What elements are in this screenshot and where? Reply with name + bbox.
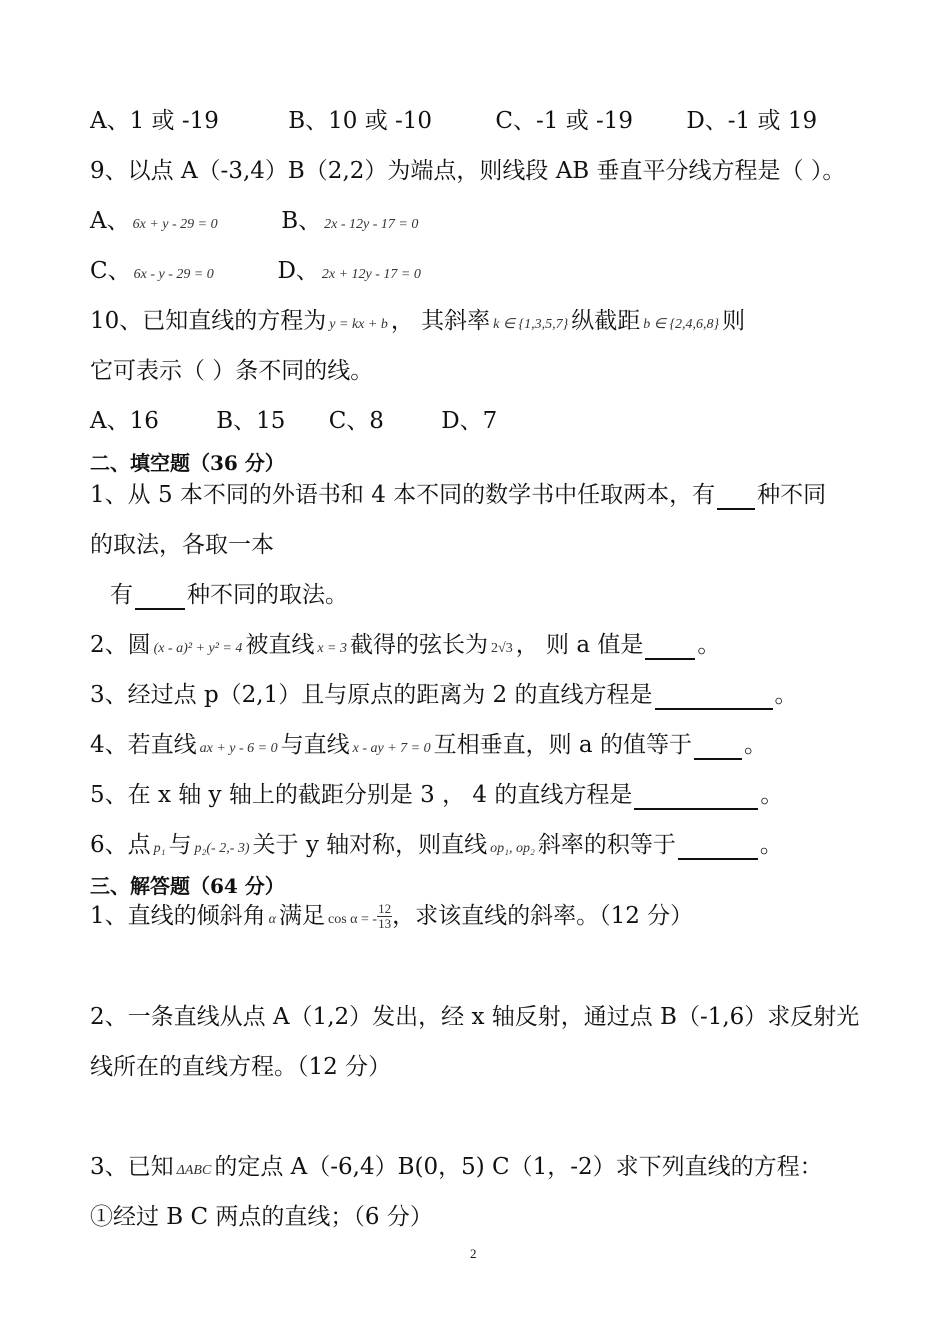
fill6-lines: op₁, op₂ [490, 841, 535, 856]
q9-options-cd [90, 258, 424, 286]
fill1-text-4: 种不同的取法。 [187, 582, 348, 608]
q10-line-equation: y = kx + b [329, 317, 388, 332]
fill6-text-4: 斜率的积等于 [537, 832, 676, 858]
fill4-text-1: 4、若直线 [90, 732, 197, 758]
fill2-text-2: 被直线 [245, 632, 315, 658]
fill2-line [90, 632, 720, 660]
q10-line-2: 它可表示（ ）条不同的线。 [90, 358, 374, 384]
ans3-text-1: 3、已知 [90, 1154, 174, 1180]
fill1-text-3: 有 [110, 582, 133, 608]
fill1-blank-1[interactable] [717, 486, 755, 510]
fill2-circle-equation: (x - a)² + y² = 4 [153, 641, 243, 656]
q8-option-c: C、-1 或 -19 [495, 108, 634, 134]
q9-option-d-label: D、 [277, 258, 319, 284]
fill1-line-3 [110, 582, 348, 610]
q8-option-a: A、1 或 -19 [90, 108, 219, 134]
ans1-text-1: 1、直线的倾斜角 [90, 902, 266, 929]
q10-text-2: ， 其斜率 [390, 308, 491, 334]
q9-option-a-equation: 6x + y - 29 = 0 [132, 217, 218, 232]
fill4-equation-2: x - ay + 7 = 0 [352, 741, 431, 756]
fill4-text-4: 。 [743, 732, 767, 758]
fill6-line [90, 832, 783, 860]
q10-option-a: A、16 [90, 408, 159, 434]
q8-options-row [90, 108, 817, 136]
fill4-text-2: 与直线 [280, 732, 350, 758]
ans2-line-2: 线所在的直线方程。（12 分） [90, 1054, 392, 1080]
q10-text-4: 则 [722, 308, 746, 334]
fill3-line [90, 682, 798, 710]
fill1-text-1: 1、从 5 本不同的外语书和 4 本不同的数学书中任取两本，有 [90, 482, 716, 508]
q9-option-d-equation: 2x + 12y - 17 = 0 [321, 267, 421, 282]
q10-text-1: 10、已知直线的方程为 [90, 308, 327, 334]
fill2-text-5: 。 [697, 632, 721, 658]
fill5-blank[interactable] [634, 786, 758, 810]
q9-option-b-label: B、 [281, 208, 322, 234]
q10-text-3: 纵截距 [571, 308, 641, 334]
q10-options-row [90, 408, 497, 436]
fill5-text-2: 。 [760, 782, 784, 808]
ans1-denominator: 13 [378, 916, 392, 932]
fill6-text-2: 与 [168, 832, 192, 858]
q10-option-c: C、8 [328, 408, 384, 434]
fill3-blank[interactable] [655, 686, 773, 710]
section-3-title: 三、解答题（64 分） [90, 874, 285, 898]
fill2-blank[interactable] [645, 636, 695, 660]
fill6-text-3: 关于 y 轴对称，则直线 [252, 832, 488, 858]
q9-options-ab [90, 208, 421, 236]
fill1-line-1 [90, 482, 826, 510]
fill1-line-2: 的取法，各取一本 [90, 532, 274, 558]
fill5-text-1: 5、在 x 轴 y 轴上的截距分别是 3 ， 4 的直线方程是 [90, 782, 633, 808]
section-2-title: 二、填空题（36 分） [90, 451, 285, 475]
q10-option-b: B、15 [216, 408, 286, 434]
fill4-blank[interactable] [694, 736, 742, 760]
fill2-line-equation: x = 3 [317, 641, 348, 656]
ans1-cos-expression: cos α = - [328, 911, 378, 927]
fill1-blank-2[interactable] [135, 586, 185, 610]
fill2-text-1: 2、圆 [90, 632, 151, 658]
fill4-line [90, 732, 767, 760]
q10-line-1 [90, 308, 745, 336]
fill4-equation-1: ax + y - 6 = 0 [199, 741, 278, 756]
q9-stem: 9、以点 A（-3,4）B（2,2）为端点，则线段 AB 垂直平分线方程是（ ）。 [90, 158, 846, 184]
q8-option-d: D、-1 或 19 [686, 108, 818, 134]
ans3-text-2: 的定点 A（-6,4）B(0，5) C（1，-2）求下列直线的方程： [214, 1154, 823, 1180]
q9-option-b-equation: 2x - 12y - 17 = 0 [324, 217, 419, 232]
ans1-alpha: α [268, 911, 276, 927]
ans3-line-1 [90, 1154, 823, 1182]
fill5-line [90, 782, 783, 810]
ans1-text-2: 满足 [279, 902, 325, 929]
fill2-chord-length: 2√3 [491, 641, 513, 656]
ans1-text-3: ，求该直线的斜率。（12 分） [392, 902, 694, 929]
q10-slope-set: k ∈ {1,3,5,7} [493, 317, 569, 332]
ans3-line-2: ①经过 B C 两点的直线；（6 分） [90, 1204, 433, 1230]
q10-option-d: D、7 [441, 408, 498, 434]
ans1-line [90, 902, 693, 932]
ans2-line-1: 2、一条直线从点 A（1,2）发出，经 x 轴反射，通过点 B（-1,6）求反射光 [90, 1004, 860, 1030]
fill1-text-2: 种不同 [757, 482, 827, 508]
fill3-text-2: 。 [774, 682, 798, 708]
fill6-text-1: 6、点 [90, 832, 151, 858]
q9-option-a-label: A、 [90, 208, 130, 234]
fill2-text-3: 截得的弦长为 [350, 632, 489, 658]
fill6-point-p1: p₁ [153, 841, 166, 856]
fill6-text-5: 。 [759, 832, 783, 858]
q8-option-b: B、10 或 -10 [288, 108, 433, 134]
ans1-fraction [377, 902, 392, 932]
fill2-text-4: ， 则 a 值是 [515, 632, 644, 658]
q9-option-c-label: C、 [90, 258, 131, 284]
q10-intercept-set: b ∈ {2,4,6,8} [643, 317, 720, 332]
fill6-point-p2: p₂(- 2,- 3) [194, 841, 250, 856]
ans1-numerator: 12 [378, 901, 392, 916]
page-number: 2 [470, 1246, 477, 1261]
q9-option-c-equation: 6x - y - 29 = 0 [133, 267, 214, 282]
fill6-blank[interactable] [678, 836, 758, 860]
fill3-text-1: 3、经过点 p（2,1）且与原点的距离为 2 的直线方程是 [90, 682, 653, 708]
fill4-text-3: 互相垂直，则 a 的值等于 [433, 732, 692, 758]
ans3-triangle: ΔABC [176, 1163, 212, 1178]
